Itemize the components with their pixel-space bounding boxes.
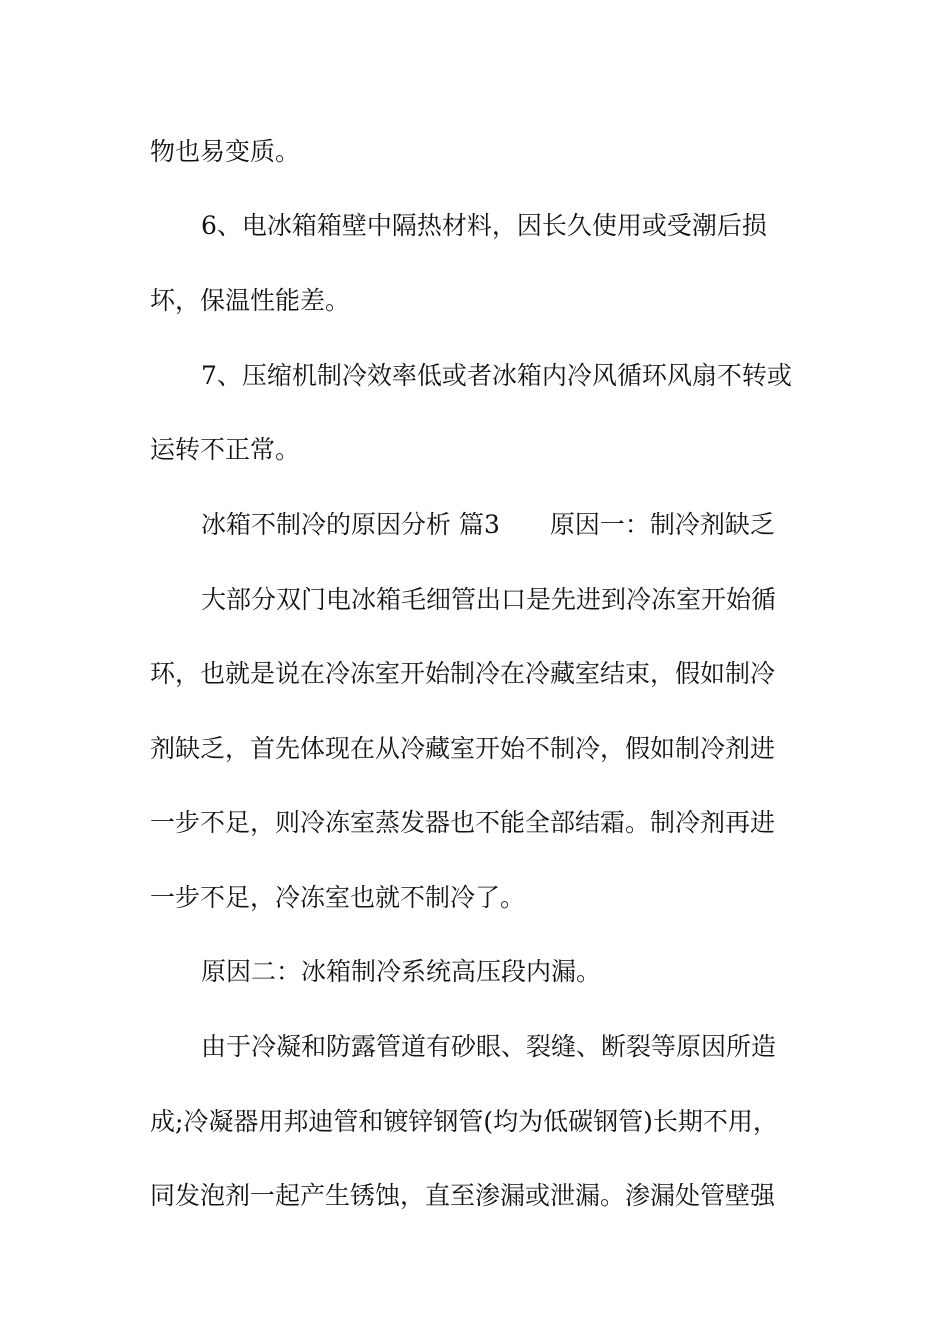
text-line: 剂缺乏，首先体现在从冷藏室开始不制冷，假如制冷剂进 xyxy=(150,734,776,763)
text-line: 物也易变质。 xyxy=(150,137,301,166)
reason-heading: 原因一：制冷剂缺乏 xyxy=(549,510,775,539)
section-heading xyxy=(201,505,811,545)
reason-heading: 原因二：冰箱制冷系统高压段内漏。 xyxy=(201,957,602,986)
text-line: 环，也就是说在冷冻室开始制冷在冷藏室结束，假如制冷 xyxy=(150,659,776,688)
text-line: 坏，保温性能差。 xyxy=(150,286,351,315)
text-line: 成;冷凝器用邦迪管和镀锌钢管(均为低碳钢管)长期不用， xyxy=(150,1107,778,1136)
text-line: 大部分双门电冰箱毛细管出口是先进到冷冻室开始循 xyxy=(201,585,777,614)
text-line: 一步不足，冷冻室也就不制冷了。 xyxy=(150,883,526,912)
text-line: 由于冷凝和防露管道有砂眼、裂缝、断裂等原因所造 xyxy=(201,1032,777,1061)
text-line: 7、压缩机制冷效率低或者冰箱内冷风循环风扇不转或 xyxy=(201,361,792,390)
text-line: 6、电冰箱箱壁中隔热材料，因长久使用或受潮后损 xyxy=(201,211,767,240)
section-title: 冰箱不制冷的原因分析 篇3 xyxy=(201,510,500,539)
text-line: 一步不足，则冷冻室蒸发器也不能全部结霜。制冷剂再进 xyxy=(150,808,776,837)
text-line: 同发泡剂一起产生锈蚀，直至渗漏或泄漏。渗漏处管壁强 xyxy=(150,1181,776,1210)
text-line: 运转不正常。 xyxy=(150,435,301,464)
